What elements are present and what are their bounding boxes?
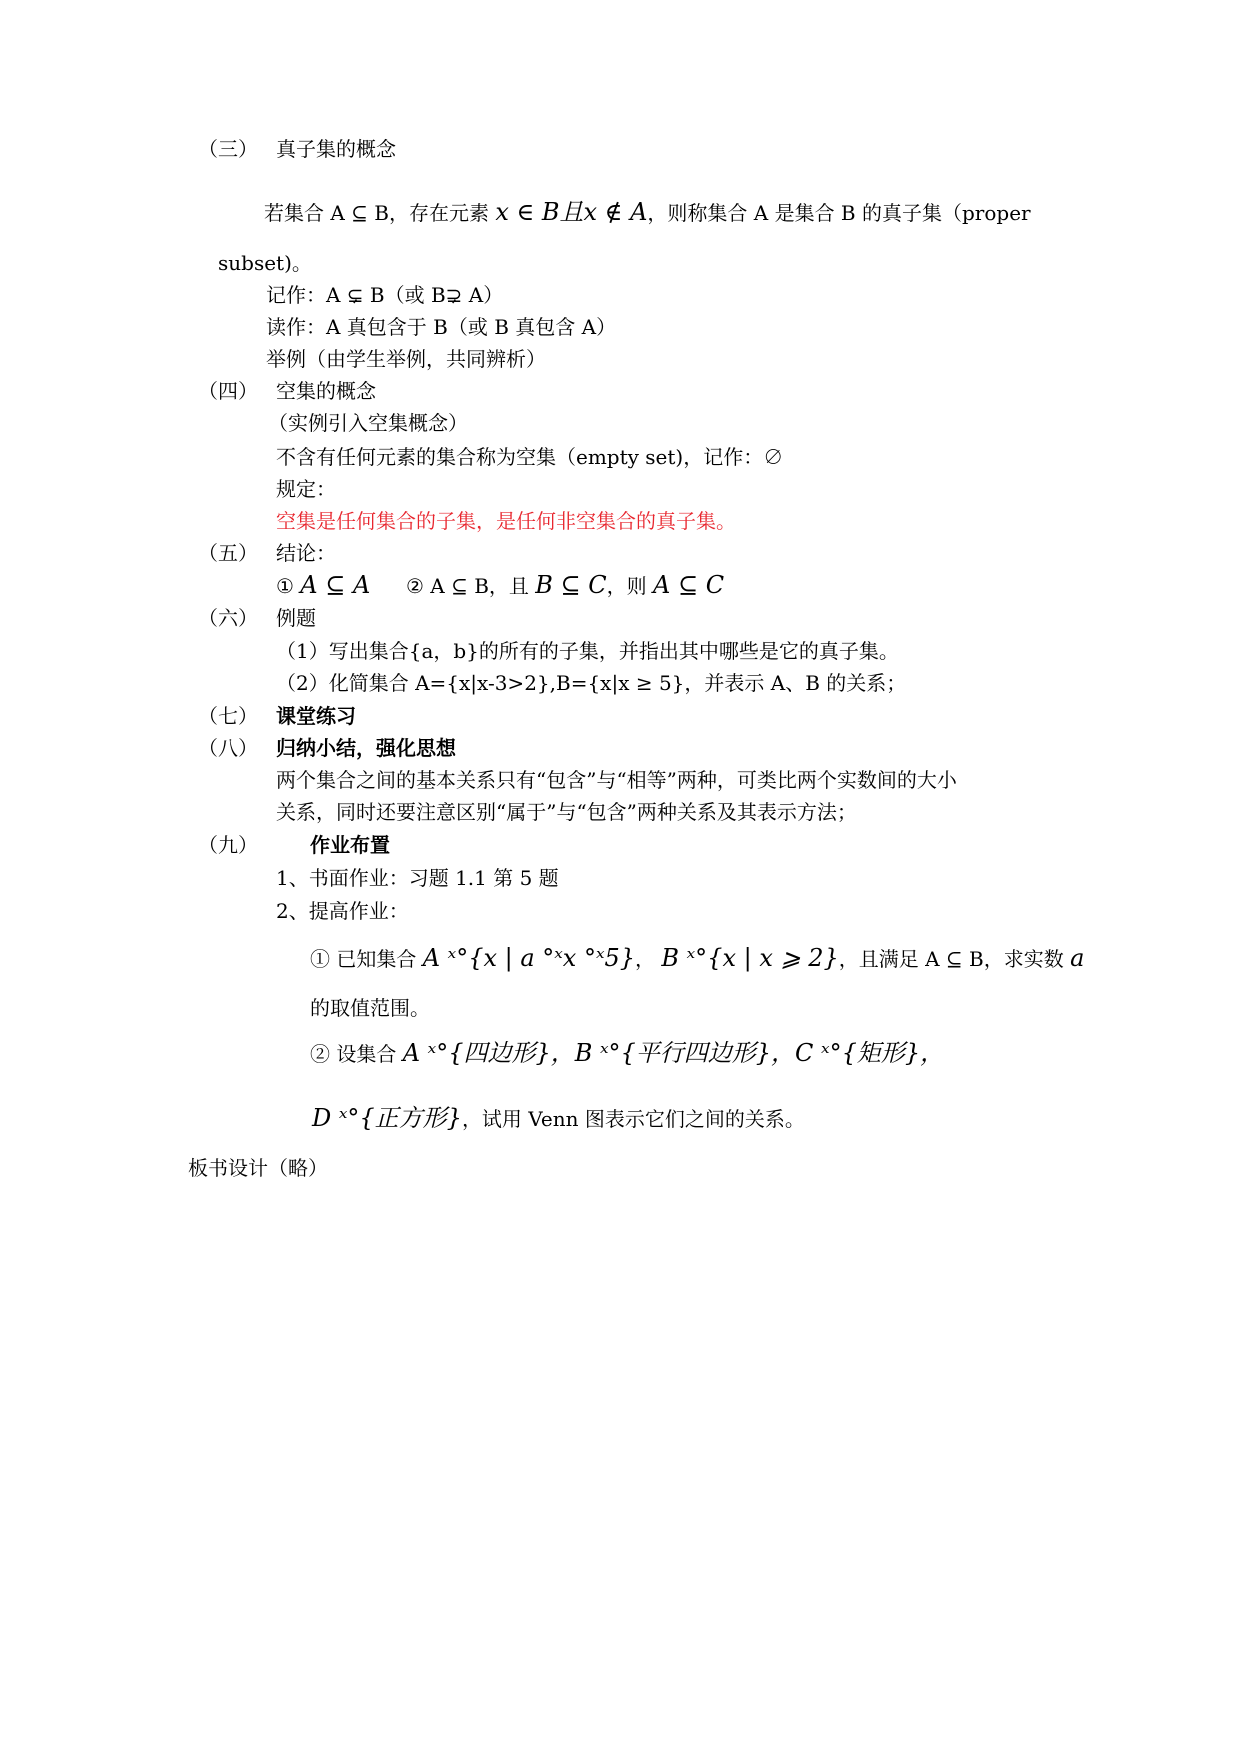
section-title: 空集的概念 [276, 379, 376, 403]
example-question-1: （1）写出集合{a，b}的所有的子集，并指出其中哪些是它的真子集。 [276, 639, 899, 663]
section-title: 结论： [276, 541, 336, 565]
summary-paragraph-line-1: 两个集合之间的基本关系只有“包含”与“相等”两种，可类比两个实数间的大小 [276, 768, 957, 792]
rule-label: 规定： [276, 477, 336, 501]
section-title: 例题 [276, 606, 316, 630]
section-number: （七） [198, 704, 258, 728]
section-number: （五） [198, 541, 258, 565]
conclusion-1: ① A ⊆ A [276, 571, 371, 599]
homework-problem-1: ① 已知集合 A ˣ°{x | a °ˣx °ˣ5}， B ˣ°{x | x ⩾ 2}，且满足 A ⊆ B，求实数 a [310, 944, 1085, 972]
section-title: 课堂练习 [276, 704, 356, 728]
section-number: （三） [198, 137, 258, 161]
empty-set-intro: （实例引入空集概念） [268, 411, 468, 435]
empty-set-rule: 空集是任何集合的子集，是任何非空集合的真子集。 [276, 509, 736, 533]
reading-line: 读作：A 真包含于 B（或 B 真包含 A） [266, 315, 617, 339]
proper-subset-definition: 若集合 A ⊆ B，存在元素 x ∈ B且x ∉ A，则称集合 A 是集合 B 的真子集（proper [264, 198, 1031, 226]
example-question-2: （2）化简集合 A={x|x-3>2},B={x|x ≥ 5}，并表示 A、B 的关系； [276, 671, 907, 695]
section-number: （九） [198, 833, 258, 857]
homework-problem-2-continuation: D ˣ°{正方形}，试用 Venn 图表示它们之间的关系。 [312, 1104, 805, 1132]
example-line: 举例（由学生举例，共同辨析） [266, 347, 546, 371]
section-number: （八） [198, 736, 258, 760]
empty-set-definition: 不含有任何元素的集合称为空集（empty set)，记作：∅ [276, 445, 784, 469]
definition-continuation: subset)。 [218, 251, 312, 275]
section-title: 归纳小结，强化思想 [276, 736, 456, 760]
section-title: 作业布置 [310, 833, 390, 857]
summary-paragraph-line-2: 关系，同时还要注意区别“属于”与“包含”两种关系及其表示方法； [276, 800, 857, 824]
section-number: （六） [198, 606, 258, 630]
section-number: （四） [198, 379, 258, 403]
section-title: 真子集的概念 [276, 137, 396, 161]
footer-note: 板书设计（略） [188, 1156, 328, 1180]
homework-problem-1-continuation: 的取值范围。 [310, 996, 430, 1020]
conclusion-2: ② A ⊆ B，且 B ⊆ C，则 A ⊆ C [406, 571, 725, 599]
homework-item-2: 2、提高作业： [276, 899, 409, 923]
homework-item-1: 1、书面作业：习题 1.1 第 5 题 [276, 866, 559, 890]
homework-problem-2: ② 设集合 A ˣ°{四边形}，B ˣ°{平行四边形}，C ˣ°{矩形}， [310, 1039, 945, 1067]
notation-line: 记作：A ⊊ B（或 B⊋ A） [266, 283, 504, 307]
